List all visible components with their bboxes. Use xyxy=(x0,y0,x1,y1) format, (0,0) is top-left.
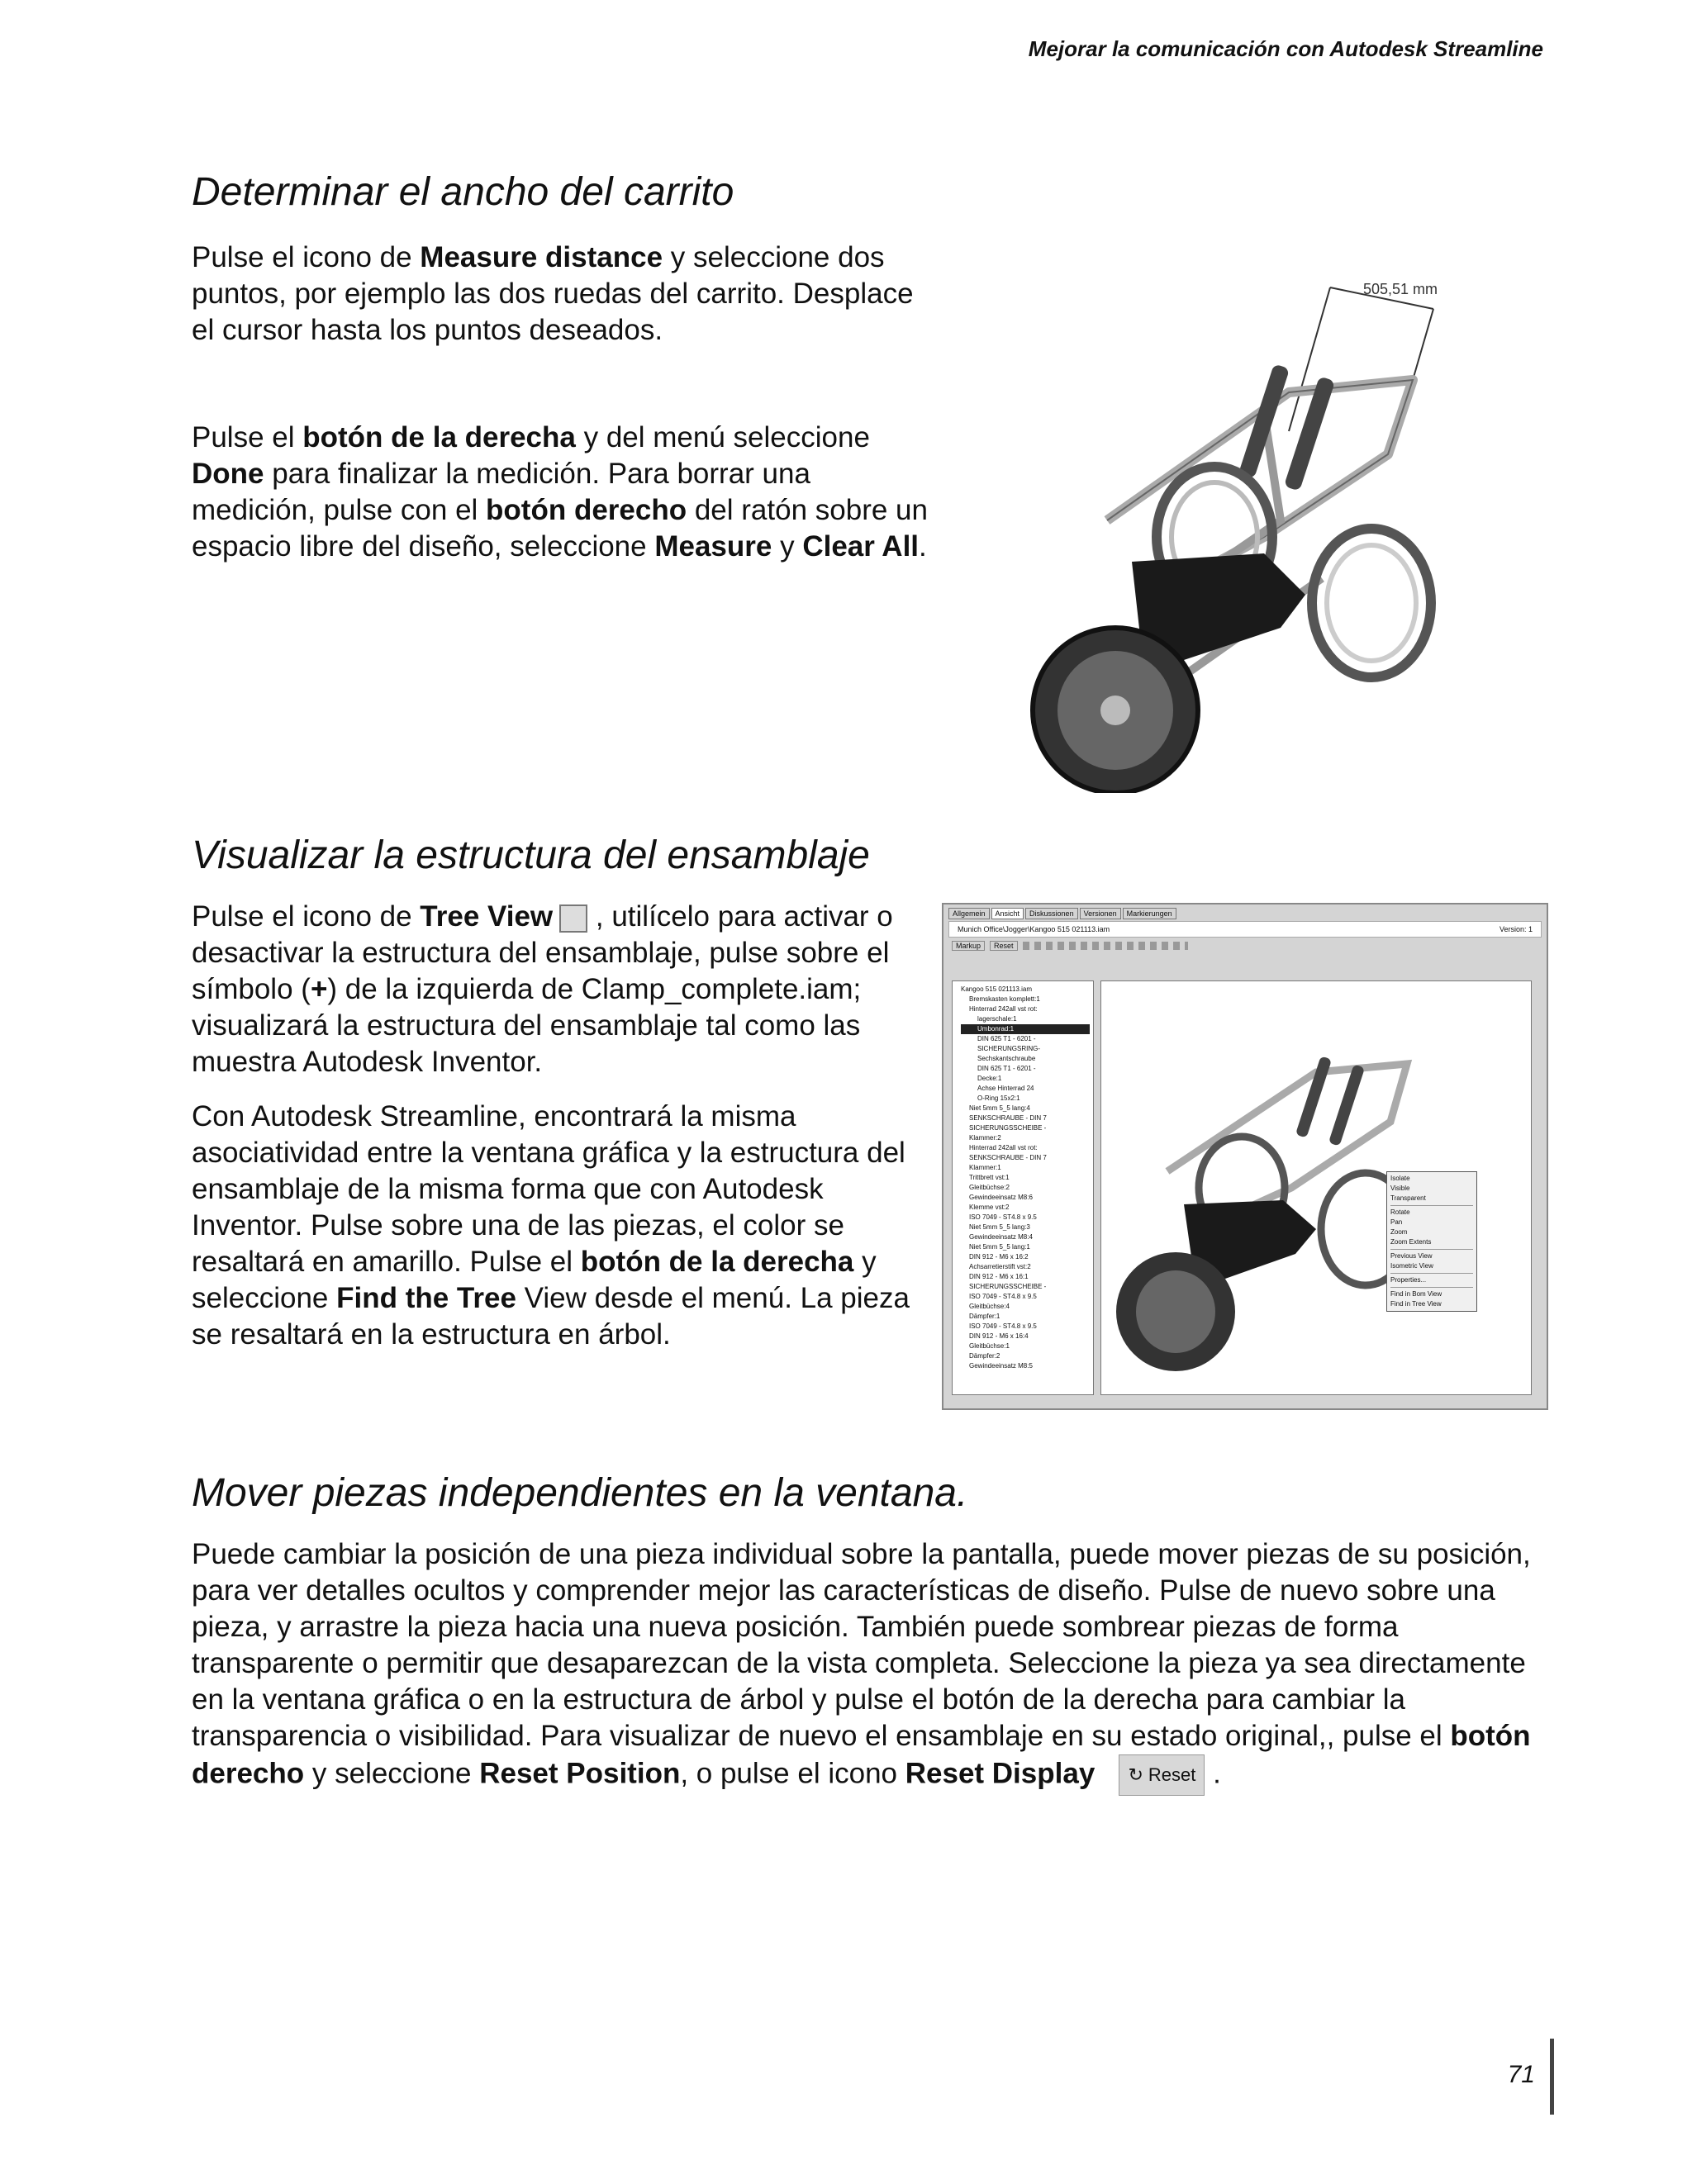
tab-diskussionen[interactable]: Diskussionen xyxy=(1025,908,1078,919)
tree-item[interactable]: Decke:1 xyxy=(977,1075,1002,1082)
tree-item[interactable]: Hinterrad 242all vst rot: xyxy=(969,1144,1038,1151)
reset-button-small[interactable]: Reset xyxy=(990,941,1018,951)
tree-item[interactable]: Umbonrad:1 xyxy=(961,1024,1090,1034)
toolbar xyxy=(943,939,1547,952)
version-label: Version: 1 xyxy=(1499,925,1533,933)
paragraph-associativity: Con Autodesk Streamline, encontrará la misma asociatividad entre la ventana gráfica y la estructura del ensamblaje de la misma forma que con Autodesk Inventor. Pulse sobre una de las piezas, el color se resaltará en amarillo. Pulse el botón de la derecha y seleccione Find the Tree View desde el menú. La pieza se resaltará en la estructura en árbol. xyxy=(192,1100,910,1351)
tree-item[interactable]: ISO 7049 - ST4.8 x 9.5 xyxy=(969,1322,1037,1330)
tree-item[interactable]: Kangoo 515 021113.iam xyxy=(961,985,1032,993)
tree-item[interactable]: SICHERUNGSSCHEIBE - xyxy=(969,1283,1047,1290)
menu-find-in-bom[interactable]: Find in Bom View xyxy=(1390,1290,1442,1298)
tab-versionen[interactable]: Versionen xyxy=(1080,908,1121,919)
menu-find-in-tree[interactable]: Find in Tree View xyxy=(1390,1300,1442,1308)
tree-item[interactable]: Dämpfer:2 xyxy=(969,1352,1000,1360)
screenshot-tabs xyxy=(943,904,1547,919)
paragraph-measure: Pulse el icono de Measure distance y seleccione dos puntos, por ejemplo las dos ruedas del carrito. Desplace el cursor hasta los puntos deseados. xyxy=(192,241,914,346)
tree-item[interactable]: Klammer:2 xyxy=(969,1134,1001,1142)
path-bar xyxy=(948,921,1542,938)
tab-markierungen[interactable]: Markierungen xyxy=(1123,908,1176,919)
tree-item[interactable]: Niet 5mm 5_5 lang:1 xyxy=(969,1243,1030,1251)
tab-allgemein[interactable]: Allgemein xyxy=(948,908,990,919)
page-number: 71 xyxy=(1507,2061,1535,2088)
section-title-width: Determinar el ancho del carrito xyxy=(192,170,734,214)
tree-item[interactable]: Achsarretierstift vst:2 xyxy=(969,1263,1031,1270)
markup-button[interactable]: Markup xyxy=(952,941,985,951)
menu-isometric-view[interactable]: Isometric View xyxy=(1390,1262,1433,1270)
tree-item[interactable]: Sechskantschraube xyxy=(977,1055,1036,1062)
tree-item[interactable]: SICHERUNGSSCHEIBE - xyxy=(969,1124,1047,1132)
tree-item[interactable]: Niet 5mm 5_5 lang:4 xyxy=(969,1104,1030,1112)
menu-isolate[interactable]: Isolate xyxy=(1390,1175,1410,1182)
tree-item[interactable]: SENKSCHRAUBE - DIN 7 xyxy=(969,1154,1047,1161)
tree-item[interactable]: Gewindeeinsatz M8:6 xyxy=(969,1194,1033,1201)
file-path: Munich Office\Jogger\Kangoo 515 021113.iam xyxy=(958,925,1110,933)
tree-item[interactable]: lagerschale:1 xyxy=(977,1015,1017,1023)
menu-zoom-extents[interactable]: Zoom Extents xyxy=(1390,1238,1432,1246)
tree-item[interactable]: Bremskasten komplett:1 xyxy=(969,995,1040,1003)
tree-view-icon xyxy=(559,904,587,933)
menu-visible[interactable]: Visible xyxy=(1390,1185,1410,1192)
tree-item[interactable]: DIN 625 T1 - 6201 - xyxy=(977,1035,1036,1042)
tree-item[interactable]: Gewindeeinsatz M8:5 xyxy=(969,1362,1033,1370)
tree-item[interactable]: O-Ring 15x2:1 xyxy=(977,1094,1020,1102)
paragraph-tree-view: Pulse el icono de Tree View , utilícelo para activar o desactivar la estructura del ensamblaje, pulse sobre el símbolo (+) de la izquierda de Clamp_complete.iam; visualizará la estructura del ensamblaje tal como las muestra Autodesk Inventor. xyxy=(192,900,893,1078)
paragraph-done: Pulse el botón de la derecha y del menú seleccione Done para finalizar la medición. Para borrar una medición, pulse con el botón derecho del ratón sobre un espacio libre del diseño, seleccione Measure y Clear All. xyxy=(192,421,928,563)
tree-item[interactable]: Achse Hinterrad 24 xyxy=(977,1085,1034,1092)
menu-properties[interactable]: Properties... xyxy=(1390,1276,1427,1284)
tree-panel[interactable] xyxy=(952,980,1094,1395)
tree-item[interactable]: ISO 7049 - ST4.8 x 9.5 xyxy=(969,1213,1037,1221)
menu-pan[interactable]: Pan xyxy=(1390,1218,1403,1226)
tree-item[interactable]: Hinterrad 242all vst rot: xyxy=(969,1005,1038,1013)
menu-zoom[interactable]: Zoom xyxy=(1390,1228,1408,1236)
tree-item[interactable]: Klammer:1 xyxy=(969,1164,1001,1171)
menu-rotate[interactable]: Rotate xyxy=(1390,1208,1410,1216)
tree-item[interactable]: DIN 912 - M6 x 16:2 xyxy=(969,1253,1029,1261)
page-rule xyxy=(1550,2039,1554,2115)
tree-item[interactable]: DIN 625 T1 - 6201 - xyxy=(977,1065,1036,1072)
running-header: Mejorar la comunicación con Autodesk Streamline xyxy=(1028,36,1543,61)
reset-display-button: ↻ Reset xyxy=(1119,1754,1205,1796)
tree-item[interactable]: SENKSCHRAUBE - DIN 7 xyxy=(969,1114,1047,1122)
section-title-move: Mover piezas independientes en la ventana. xyxy=(192,1471,968,1515)
tree-item[interactable]: Klemme vst:2 xyxy=(969,1204,1010,1211)
tree-list xyxy=(953,981,1093,1371)
stroller-measure-figure xyxy=(1016,248,1479,793)
tree-item[interactable]: DIN 912 - M6 x 16:1 xyxy=(969,1273,1029,1280)
tree-item[interactable]: Gewindeeinsatz M8:4 xyxy=(969,1233,1033,1241)
tree-item[interactable]: SICHERUNGSRING- xyxy=(977,1045,1041,1052)
tree-item[interactable]: Gleitbüchse:1 xyxy=(969,1342,1010,1350)
reset-icon: ↻ xyxy=(1128,1764,1143,1785)
menu-previous-view[interactable]: Previous View xyxy=(1390,1252,1433,1260)
tree-item[interactable]: Gleitbüchse:4 xyxy=(969,1303,1010,1310)
tree-item[interactable]: Gleitbüchse:2 xyxy=(969,1184,1010,1191)
tree-item[interactable]: Dämpfer:1 xyxy=(969,1313,1000,1320)
context-menu[interactable] xyxy=(1386,1171,1477,1312)
section-title-structure: Visualizar la estructura del ensamblaje xyxy=(192,833,870,877)
tree-item[interactable]: Trittbrett vst:1 xyxy=(969,1174,1010,1181)
menu-transparent[interactable]: Transparent xyxy=(1390,1194,1426,1202)
graphics-viewport[interactable] xyxy=(1100,980,1532,1395)
tab-ansicht[interactable]: Ansicht xyxy=(991,908,1024,919)
paragraph-move-parts: Puede cambiar la posición de una pieza individual sobre la pantalla, puede mover piezas de su posición, para ver detalles ocultos y comprender mejor las características de diseño. Pulse de nuevo sobre una pieza, y arrastre la pieza hacia una nueva posición. También puede sombrear piezas de forma transparente o permitir que desaparezcan de la vista completa. Seleccione la pieza ya sea directamente en la ventana gráfica o en la estructura de árbol y pulse el botón de la derecha para cambiar la transparencia o visibilidad. Para visualizar de nuevo el ensamblaje en su estado original,, pulse el botón derecho y seleccione Reset Position, o pulse el icono Reset Display ↻ Reset . xyxy=(192,1536,1547,1796)
streamline-screenshot xyxy=(942,903,1548,1410)
measure-label: 505,51 mm xyxy=(1363,281,1438,297)
toolbar-icons xyxy=(1023,942,1188,950)
tree-item[interactable]: DIN 912 - M6 x 16:4 xyxy=(969,1332,1029,1340)
tree-item[interactable]: ISO 7049 - ST4.8 x 9.5 xyxy=(969,1293,1037,1300)
tree-item[interactable]: Niet 5mm 5_5 lang:3 xyxy=(969,1223,1030,1231)
